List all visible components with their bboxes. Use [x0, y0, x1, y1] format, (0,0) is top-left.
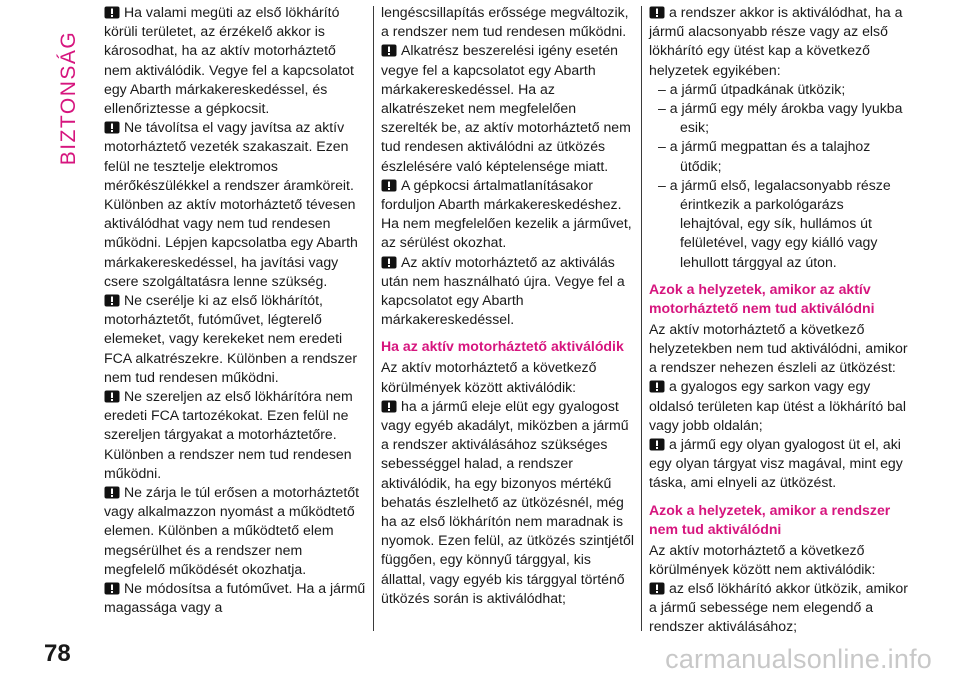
- warning-sign-icon: [649, 582, 665, 595]
- warning-sign-icon: [104, 486, 120, 499]
- column-divider: [641, 6, 642, 631]
- body-paragraph: Az aktív motorháztető a következő körülmények között aktiválódik:: [381, 359, 597, 395]
- watermark-url: carmanualsonline.info: [665, 644, 932, 674]
- body-paragraph: Az aktív motorháztető a következő körülmények között nem aktiválódik:: [649, 541, 876, 577]
- warning-paragraph: Ha valami megüti az első lökhárító körüli területet, az érzékelő akkor is károsodhat, ha az aktív motorháztető nem aktiválódik. Vegye fel a kapcsolatot egy Abarth márkakereskedéssel, és ellenőriztesse a gépkocsit.: [104, 4, 354, 117]
- section-heading: Azok a helyzetek, amikor az aktív motorháztető nem tud aktiválódni: [649, 280, 875, 316]
- section-heading: Azok a helyzetek, amikor a rendszer nem tud aktiválódni: [649, 501, 891, 537]
- text-column-1: [104, 3, 366, 618]
- warning-sign-icon: [104, 6, 120, 19]
- warning-sign-icon: [649, 380, 665, 393]
- warning-paragraph: ha a jármű eleje elüt egy gyalogost vagy egyéb akadályt, miközben a jármű a rendszer aktiválásához szükséges sebességgel halad, a rendszer aktiválódik, ha egy bizonyos mértékű behatás észlelhető az ütközésnél, még ha az első lökhárítón nem maradnak is nyomok. Ezen felül, az ütközés szintjétől függően, egy könnyű tárggyal, kis állattal, vagy egyéb kis tárggyal történő ütközés során is aktiválódhat;: [381, 397, 635, 606]
- page-number: 78: [44, 640, 71, 667]
- warning-paragraph: az első lökhárító akkor ütközik, amikor a jármű sebessége nem elegendő a rendszer aktiválásához;: [649, 580, 908, 635]
- section-tab: [56, 28, 82, 168]
- warning-sign-icon: [381, 400, 397, 413]
- warning-paragraph: a rendszer akkor is aktiválódhat, ha a jármű alacsonyabb része vagy az első lökhárító egy ütést kap a következő helyzetek egyikében:: [649, 4, 903, 78]
- warning-sign-icon: [104, 121, 120, 134]
- text-column-2: [381, 3, 635, 608]
- list-item: – a jármű egy mély árokba vagy lyukba esik;: [658, 100, 903, 136]
- warning-paragraph: Ne zárja le túl erősen a motorháztetőt vagy alkalmazzon nyomást a működtető elemen. Különben a működtető elem megsérülhet és a rendszer nem megfelelő működését okozhatja.: [104, 484, 360, 577]
- warning-sign-icon: [104, 582, 120, 595]
- warning-paragraph: Az aktív motorháztető az aktiválás után nem használható újra. Vegye fel a kapcsolatot egy Abarth márkakereskedéssel.: [381, 253, 625, 328]
- body-paragraph: Az aktív motorháztető a következő helyzetekben nem tud aktiválódni, amikor a rendszer nehezen észleli az ütközést:: [649, 320, 908, 376]
- warning-sign-icon: [649, 438, 665, 451]
- list-item: – a jármű útpadkának ütközik;: [658, 80, 846, 97]
- text-column-3: [649, 3, 911, 637]
- warning-sign-icon: [649, 6, 665, 19]
- section-heading: Ha az aktív motorháztető aktiválódik: [381, 338, 624, 355]
- warning-paragraph: Ne cserélje ki az első lökhárítót, motorháztetőt, futóművet, légterelő elemeket, vagy kerekeket nem eredeti FCA alkatrészekre. Különben a rendszer nem tud rendesen működni.: [104, 292, 358, 385]
- warning-paragraph: Ne szereljen az első lökhárítóra nem eredeti FCA tartozékokat. Ezen felül ne szereljen tárgyakat a motorháztetőre. Különben a rendszer nem tud rendesen működni.: [104, 388, 353, 481]
- warning-sign-icon: [104, 390, 120, 403]
- warning-paragraph: a gyalogos egy sarkon vagy egy oldalsó területen kap ütést a lökhárító bal vagy jobb oldalán;: [649, 378, 906, 433]
- body-paragraph: lengéscsillapítás erőssége megváltozik, a rendszer nem tud rendesen működni.: [381, 4, 629, 40]
- list-item: – a jármű megpattan és a talajhoz ütődik;: [658, 138, 871, 174]
- column-divider: [373, 6, 374, 631]
- warning-sign-icon: [381, 44, 397, 57]
- warning-paragraph: Ne távolítsa el vagy javítsa az aktív motorháztető vezeték szakaszait. Ezen felül ne tesztelje elektromos mérőkészülékkel a rendszer áramköreit. Különben az aktív motorháztető tévesen aktiválódhat vagy nem tud rendesen működni. Lépjen kapcsolatba egy Abarth márkakereskedéssel, ha javítási vagy csere szolgáltatásra lenne szükség.: [104, 119, 358, 289]
- warning-paragraph: Ne módosítsa a futóművet. Ha a jármű magassága vagy a: [104, 580, 366, 616]
- section-title: BIZTONSÁG: [57, 30, 80, 166]
- warning-sign-icon: [381, 179, 397, 192]
- list-item: – a jármű első, legalacsonyabb része érintkezik a parkológarázs lehajtóval, egy sík, hullámos út felületével, vagy egy kiálló vagy lehullott tárggyal az úton.: [658, 176, 891, 270]
- warning-paragraph: a jármű egy olyan gyalogost üt el, aki egy olyan tárgyat visz magával, mint egy táska, ami elnyeli az ütközést.: [649, 436, 903, 491]
- warning-paragraph: A gépkocsi ártalmatlanításakor forduljon Abarth márkakereskedéshez. Ha nem megfelelően kezelik a járművet, az sérülést okozhat.: [381, 176, 632, 251]
- warning-sign-icon: [104, 294, 120, 307]
- warning-sign-icon: [381, 256, 397, 269]
- warning-paragraph: Alkatrész beszerelési igény esetén vegye fel a kapcsolatot egy Abarth márkakereskedéssel. Ha az alkatrészeket nem megfelelően szerelték be, az aktív motorháztető nem tud rendesen aktiválódni az ütközés észlelésére való képtelensége miatt.: [381, 42, 631, 174]
